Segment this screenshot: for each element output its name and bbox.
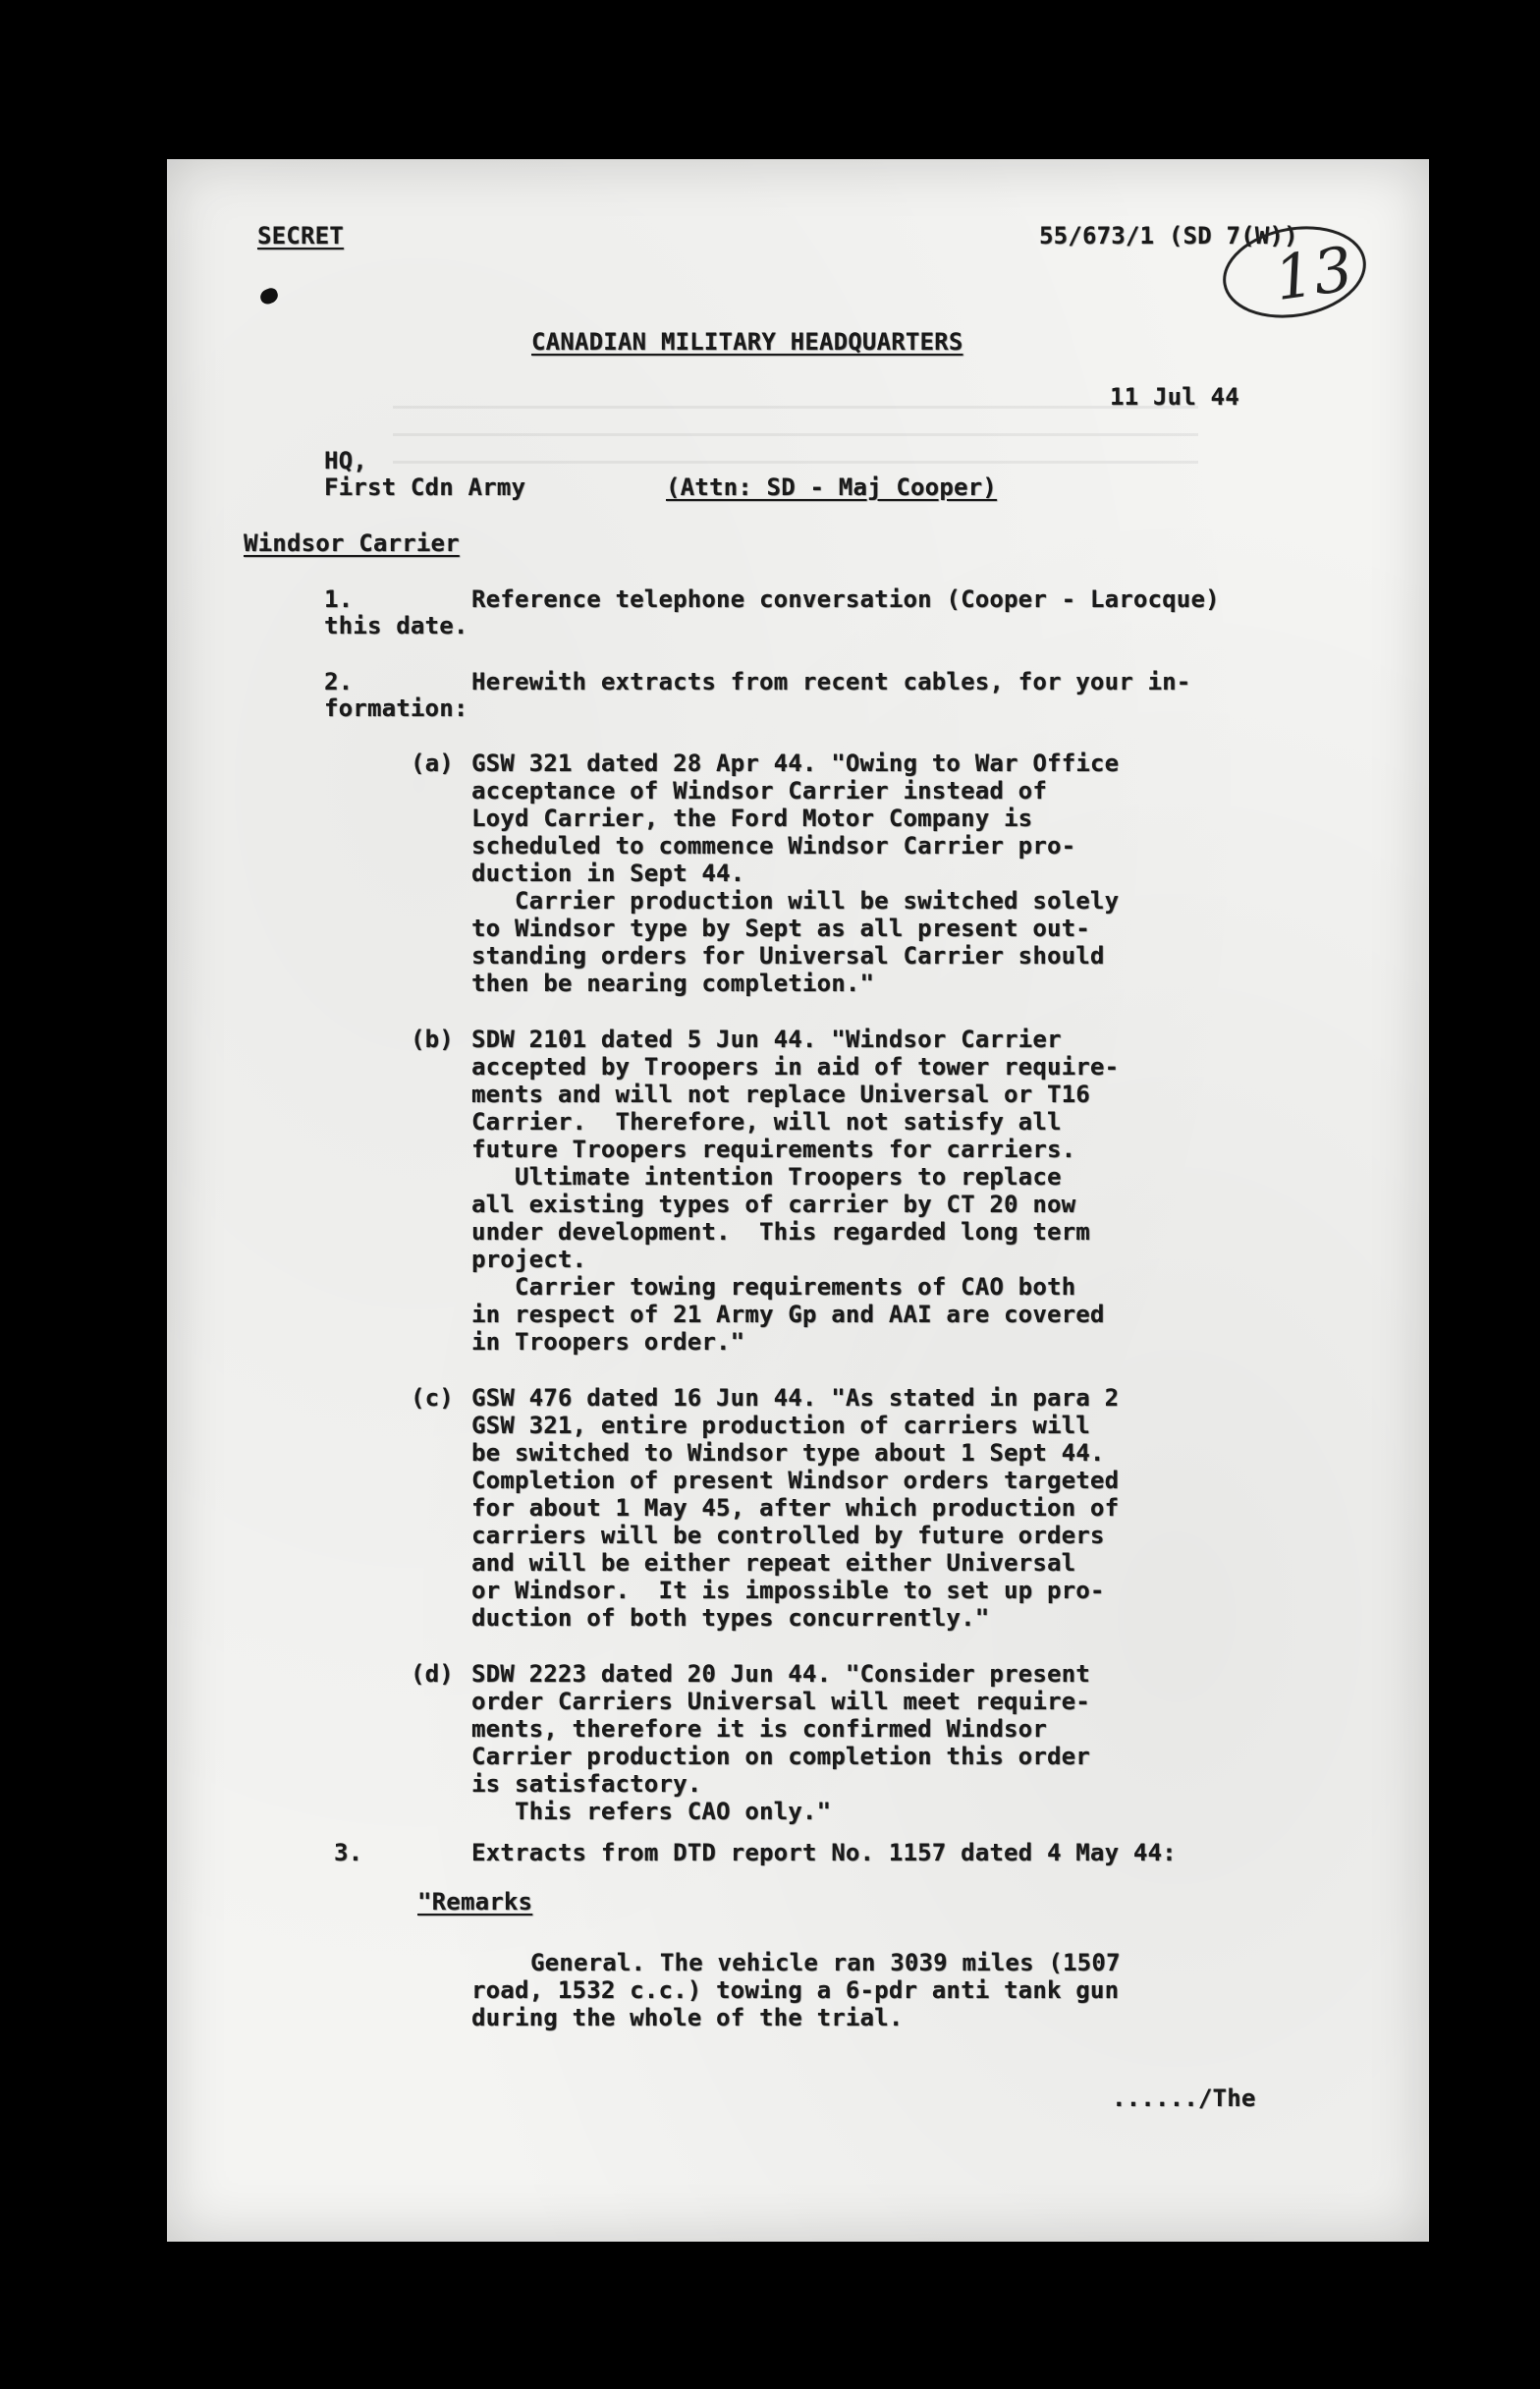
item-line: is satisfactory. — [471, 1770, 702, 1798]
document-title: CANADIAN MILITARY HEADQUARTERS — [531, 328, 963, 356]
item-line: acceptance of Windsor Carrier instead of — [471, 777, 1047, 805]
item-line: order Carriers Universal will meet require- — [471, 1688, 1090, 1715]
para-3-number: 3. — [334, 1839, 363, 1866]
address-line-1: HQ, — [324, 447, 367, 474]
item-line: Loyd Carrier, the Ford Motor Company is — [471, 805, 1033, 832]
item-a-label: (a) — [411, 750, 454, 777]
para-2-number: 2. — [324, 668, 354, 695]
classification-marking: SECRET — [257, 222, 344, 250]
item-line: carriers will be controlled by future orders — [471, 1522, 1105, 1549]
item-line: scheduled to commence Windsor Carrier pro- — [471, 832, 1076, 860]
item-line: duction of both types concurrently." — [471, 1604, 990, 1632]
ink-blot — [258, 286, 280, 306]
item-line: under development. This regarded long term — [471, 1218, 1090, 1246]
item-line: SDW 2223 dated 20 Jun 44. "Consider present — [471, 1660, 1090, 1688]
item-line: be switched to Windsor type about 1 Sept 44. — [471, 1439, 1105, 1467]
para-1-line-2: this date. — [324, 612, 468, 639]
para-3-line: Extracts from DTD report No. 1157 dated 4 May 44: — [471, 1839, 1177, 1866]
para-2-line-2: formation: — [324, 694, 468, 722]
para-2-line-1: Herewith extracts from recent cables, for your in- — [471, 668, 1191, 695]
item-line: Carrier. Therefore, will not satisfy all — [471, 1108, 1062, 1136]
subject-heading: Windsor Carrier — [244, 529, 460, 557]
item-line: for about 1 May 45, after which production of — [471, 1494, 1120, 1522]
file-reference: 55/673/1 (SD 7(W)) — [1039, 222, 1298, 250]
item-line: Ultimate intention Troopers to replace — [471, 1163, 1062, 1191]
show-through-text — [393, 385, 1198, 464]
item-line: standing orders for Universal Carrier should — [471, 942, 1105, 970]
item-line: Carrier towing requirements of CAO both — [471, 1273, 1076, 1301]
attention-line: (Attn: SD - Maj Cooper) — [666, 473, 997, 501]
document-page — [167, 159, 1429, 2242]
continuation-marker: ....../The — [1112, 2084, 1256, 2112]
item-line: Carrier production on completion this order — [471, 1743, 1090, 1770]
item-b-label: (b) — [411, 1026, 454, 1053]
general-line-3: during the whole of the trial. — [471, 2004, 904, 2031]
stamp-number: 13 — [1270, 232, 1357, 315]
item-line: duction in Sept 44. — [471, 860, 745, 887]
item-line: project. — [471, 1246, 587, 1273]
item-line: accepted by Troopers in aid of tower require- — [471, 1053, 1120, 1081]
item-line: or Windsor. It is impossible to set up pro- — [471, 1577, 1105, 1604]
item-line: GSW 321 dated 28 Apr 44. "Owing to War Office — [471, 750, 1120, 777]
general-line-2: road, 1532 c.c.) towing a 6-pdr anti tank gun — [471, 1976, 1120, 2004]
item-line: all existing types of carrier by CT 20 now — [471, 1191, 1076, 1218]
para-1-line-1: Reference telephone conversation (Cooper - Larocque) — [471, 585, 1220, 613]
item-line: GSW 321, entire production of carriers will — [471, 1412, 1090, 1439]
item-line: and will be either repeat either Universal — [471, 1549, 1076, 1577]
item-line: Carrier production will be switched solely — [471, 887, 1120, 915]
remarks-heading: "Remarks — [417, 1888, 533, 1916]
para-1-number: 1. — [324, 585, 354, 613]
item-line: future Troopers requirements for carriers. — [471, 1136, 1076, 1163]
item-line: in Troopers order." — [471, 1328, 745, 1356]
general-line-1: General. The vehicle ran 3039 miles (1507 — [530, 1949, 1121, 1976]
document-date: 11 Jul 44 — [1110, 383, 1239, 411]
item-line: Completion of present Windsor orders targeted — [471, 1467, 1120, 1494]
item-c-label: (c) — [411, 1384, 454, 1412]
item-line: This refers CAO only." — [471, 1798, 832, 1825]
item-line: to Windsor type by Sept as all present out- — [471, 915, 1090, 942]
address-line-2: First Cdn Army — [324, 473, 526, 501]
item-line: then be nearing completion." — [471, 970, 875, 997]
item-line: SDW 2101 dated 5 Jun 44. "Windsor Carrier — [471, 1026, 1062, 1053]
item-line: GSW 476 dated 16 Jun 44. "As stated in para 2 — [471, 1384, 1120, 1412]
item-line: in respect of 21 Army Gp and AAI are covered — [471, 1301, 1105, 1328]
item-d-label: (d) — [411, 1660, 454, 1688]
item-line: ments, therefore it is confirmed Windsor — [471, 1715, 1047, 1743]
item-line: ments and will not replace Universal or T16 — [471, 1081, 1090, 1108]
